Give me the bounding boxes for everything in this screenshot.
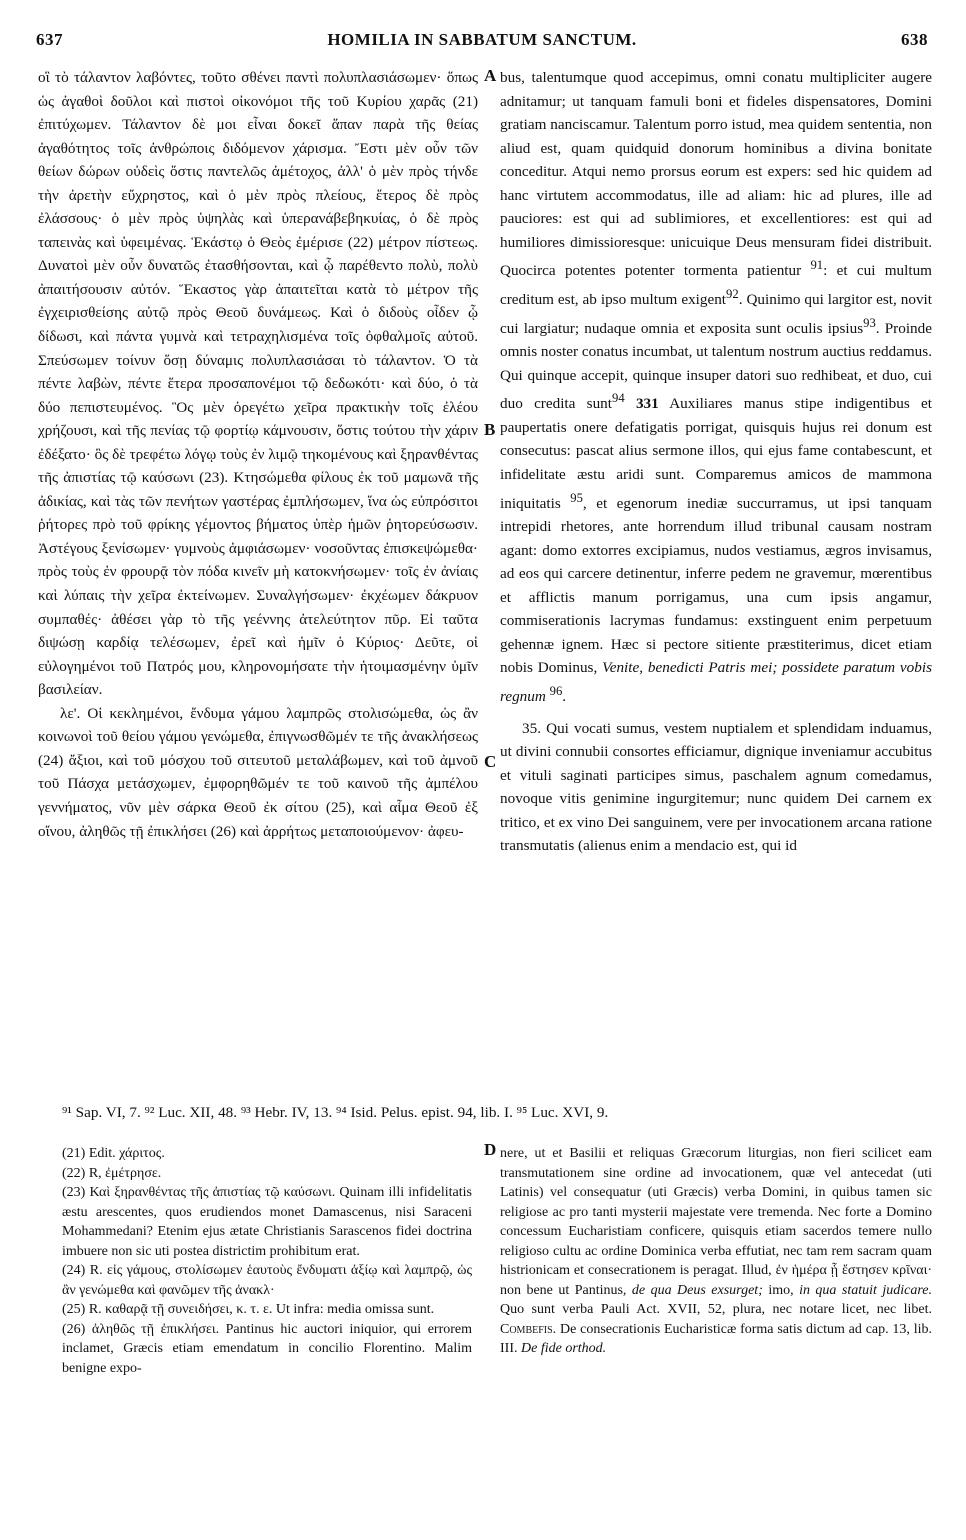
latin-paragraph-1: bus, talentumque quod accepimus, omni conatu multipliciter augere adnitamur; ut tanquam famuli boni et fideles dispensatores, Domini gratiam nanciscamur. Talentum porro istud, mea quidem sententia, non aliud est, quam quidquid donorum hominibus a divina bonitate conceditur. Atqui nemo prorsus eorum est expers: sed hic quidem ad hanc virtutem accommodatus, ille ad aliam: hic ad plures, ille ad pauciores: est qui ad sublimiores, et excellentiores: est qui ad humiliores dimissioresque: unicuique Deus mensuram fidei distribuit. Quocirca potentes potenter tormenta patientur $^{91}$: et cui multum creditum est, ab ipso multum exigent$^{92}$. Quinimo qui largitor est, novit cui largiatur; nudaque omnia et exposita sunt oculis ipsius$^{93}$. Proinde omnis noster conatus incumbat, ut talentum nostrum auctius reddamus. Qui quinque accepit, quinque insuper datori suo redhibeat, et duo, cui duo credita sunt$^{94}$ 331 Auxiliares manus stipe indigentibus et paupertatis onere defatigatis porrigat, quisquis hujus rei donum est consecutus: pascat alius sermone illos, qui ejus fame contabescunt, et infidelitate æstu aridi sunt. Comparemus amicos de mammona iniquitatis $^{95}$, et egenorum inediæ succurramus, ut ipsi tanquam intrepidi rhetores, ante horrendum illud tribunal causam nostram agant: domo extorres excipiamus, nudos vestiamus, ægros invisamus, ad eos qui carcere detinentur, inferre pedem ne gravemur, mœrentibus et afflictis manum porrigamus, una cum ipsis angamur, commiserationis lacrymas fundamus: exstinguent enim perpetuum gehennæ ignem. Hæc si pectore sitiente præstiterimus, dicet etiam nobis Dominus, Venite, benedicti Patris mei; possidete paratum vobis regnum $^{96}$. [500, 69, 932, 706]
footnote-marker: 91 [810, 258, 824, 273]
note-text: De consecrationis Eucharisticæ forma satis dictum ad cap. 13, lib. III. [500, 1321, 932, 1356]
running-title: HOMILIA IN SABBATUM SANCTUM. [327, 30, 637, 49]
page-number-left: 637 [36, 30, 63, 49]
greek-column [38, 66, 478, 843]
scripture-references: ⁹¹ Sap. VI, 7. ⁹² Luc. XII, 48. ⁹³ Hebr. IV, 13. ⁹⁴ Isid. Pelus. epist. 94, lib. I. ⁹⁵ Luc. XVI, 9. [62, 1104, 609, 1121]
footnotes-right [500, 1144, 932, 1359]
section-letter-b: B [484, 420, 496, 439]
footnote: (24) R. εἰς γάμους, στολίσωμεν ἑαυτοὺς ἔνδυματι ἀξίῳ καὶ λαμπρῷ, ὡς ἂν γενώμεθα καὶ φανῶμεν τῆς ἀνακλ· [62, 1263, 472, 1298]
footnote-marker: 96 [549, 683, 563, 698]
section-letter-a: A [484, 66, 497, 85]
latin-text: . Quinimo qui largitor est, novit cui largiatur; nudaque omnia et exposita sunt oculis ipsius [500, 291, 932, 337]
note-italic: in qua statuit judicare. [799, 1282, 933, 1298]
section-letter-d: D [484, 1140, 497, 1159]
footnote-marker: 94 [612, 391, 625, 406]
note-italic: de qua Deus exsurget; [631, 1282, 763, 1298]
footnote: (23) Καὶ ξηρανθέντας τῆς ἀπιστίας τῷ καύσωνι. Quinam illi infidelitatis æstu arescentes, quos erudiendos monet Damascenus, nisi Saraceni Mohammedani? Etenim ejus ætate Christianis Sarascenos fidei doctrina imbuere non sic uti postea districtim prohibitum erat. [62, 1185, 472, 1259]
greek-paragraph-2: λε'. Οἱ κεκλημένοι, ἔνδυμα γάμου λαμπρῶς στολισώμεθα, ὡς ἂν κοινωνοὶ τοῦ θείου γάμου γενώμεθα, ἐπιγνωσθῶμέν τε τῆς ἀνακλήσεως (24) ἄξιοι, καὶ τοῦ μόσχου τοῦ σιτευτοῦ μεταλάβωμεν, καὶ τοῦ ἀμνοῦ τοῦ Πάσχα μετάσχωμεν, ἐμφορηθῶμέν τε τοῦ καινοῦ τῆς ἀμπέλου γεννήματος, νῦν μὲν σάρκα Θεοῦ ἐκ σίτου (25), καὶ αἷμα Θεοῦ ἐξ οἴνου, ἀληθῶς τῇ ἐπικλήσει (26) καὶ ἀρρήτως μεταποιούμενον· ἀφευ- [38, 704, 478, 840]
footnote-marker: 95 [570, 490, 583, 505]
footnote-continuation [500, 1144, 932, 1359]
footnote: (26) ἀληθῶς τῇ ἐπικλήσει. Pantinus hic auctori iniquior, qui errorem inclamet, Græcis etiam emendatum in concilio Florentino. Malim benigne expo- [62, 1321, 472, 1376]
note-italic: De fide orthod. [521, 1341, 607, 1356]
page-number-right: 638 [901, 30, 928, 49]
note-text: imo, [768, 1282, 794, 1298]
latin-column [500, 66, 932, 858]
latin-paragraph-2: 35. Qui vocati sumus, vestem nuptialem et splendidam induamus, ut divini connubii consortes efficiamur, dignique inveniamur accubitus et vituli saginati participes simus, paschalem agnum comedamus, novoque vitis genimine ingurgitemur; nunc quidem Dei carnem ex tritico, et ex vino Dei sanguinem, vere per invocationem arcana ratione transmutatis (alienus enim a mendacio est, qui id [500, 719, 932, 855]
latin-text: : et cui multum creditum est, ab ipso multum exigent [500, 262, 932, 309]
note-text: Quo sunt verba Pauli Act. XVII, 52, plura, nec notare licet, nec libet. [500, 1302, 932, 1317]
latin-quotation: Venite, benedicti Patris mei; possidete paratum vobis regnum [500, 659, 932, 706]
footnote: (21) Edit. χάριτος. [62, 1146, 165, 1161]
note-author: Combefis. [500, 1321, 557, 1337]
section-letter-c: C [484, 752, 497, 771]
footnote-marker: 92 [726, 286, 739, 301]
margin-column-number: 331 [635, 395, 659, 413]
footnote: (25) R. καθαρᾷ τῇ συνειδήσει, κ. τ. ε. Ut infra: media omissa sunt. [62, 1302, 435, 1317]
footnote-marker: 93 [863, 315, 876, 330]
footnote: (22) R, ἐμέτρησε. [62, 1165, 162, 1181]
latin-text: , et egenorum inediæ succurramus, ut ipsi tanquam intrepidi rhetores, ante horrendum illud tribunal causam nostram agant: domo extorres excipiamus, nudos vestiamus, ægros invisamus, ad eos qui carcere detinentur, inferre pedem ne gravemur, mœrentibus et afflictis manum porrigamus, una cum ipsis angamur, commiserationis lacrymas fundamus: exstinguent enim perpetuum gehennæ ignem. Hæc si pectore sitiente præstiterimus, dicet etiam nobis Dominus, [500, 494, 932, 677]
greek-paragraph-1: οἳ τὸ τάλαντον λαβόντες, τοῦτο σθένει παντὶ πολυπλασιάσωμεν· ὅπως ὡς ἀγαθοὶ δοῦλοι καὶ πιστοὶ οἰκονόμοι τῆς τοῦ Κυρίου χαρᾶς (21) ἐπιτύχωμεν. Τάλαντον δὲ μοι εἶναι δοκεῖ ἅπαν παρὰ τῆς θείας ἀγαθότητος τοῖς ἀνθρώποις διδόμενον χάρισμα. Ἔστι μὲν οὖν τῶν θείων δώρων οὐδεὶς ὅστις παντελῶς ἀμέτοχος, ἀλλ' ὁ μὲν πρὸς τήνδε τὴν ἀρετὴν εὔχρηστος, καὶ ὁ μὲν πρὸς πλείους, ἕτερος δὲ πρὸς ἐλάσσους· ὁ μὲν πρὸς ὑψηλὰς καὶ ὑπερανάβεβηκυίας, ὁ δὲ πρὸς ταπεινὰς καὶ ὑφειμένας. Ἑκάστῳ ὁ Θεὸς ἐμέρισε (22) μέτρον πίστεως. Δυνατοὶ μὲν οὖν δυνατῶς ἐτασθήσονται, καὶ ᾧ παρέθεντο πολὺ, πολὺ ἀπαιτήσουσιν αὐτόν. Ἕκαστος γὰρ ἀπαιτεῖται κατὰ τὸ μέτρον τῆς ἐγχειρισθείσης αὐτῷ πρὸς Θεοῦ δυνάμεως. Καὶ ὁ διδοὺς οἶδεν ᾧ δίδωσι, καὶ πάντα γυμνὰ καὶ τετραχηλισμένα τοῖς ὀφθαλμοῖς αὐτοῦ. Σπεύσωμεν τοίνυν ὅσῃ δύναμις πολυπλασιάσαι τὸ τάλαντον. Ὁ τὰ πέντε λαβὼν, πέντε ἕτερα προσαπονέμοι τῷ δεδωκότι· καὶ δύο, ὁ τὰ δύο πεπιστευμένος. Ὃς μὲν ὀρεγέτω χεῖρα πρακτικὴν τοῖς ἐλέου χρήζουσι, καὶ τῆς πενίας τῷ φορτίῳ κάμνουσιν, ὅστις τούτου τὴν χάριν ἐδέξατο· ὃς δὲ τρεφέτω λόγῳ τοὺς ἐν λιμῷ τηκομένους καὶ ξηρανθέντας τῆς ἀπιστίας τῷ καύσωνι (23). Κτησώμεθα φίλους ἐκ τοῦ μαμωνᾶ τῆς ἀδικίας, καὶ τὰς τῶν πενήτων γαστέρας ἐμπλήσωμεν, ἵνα ὡς εὐπρόσιτοι ῥήτορες πρὸ τοῦ φρίκης γέμοντος βήματος ὑπὲρ ἡμῶν ῥητορεύσωσιν. Ἀστέγους ξενίσωμεν· γυμνοὺς ἀμφιάσωμεν· νοσοῦντας ἐπισκεψώμεθα· πρὸς τοὺς ἐν φρουρᾷ τὸν πόδα κινεῖν μὴ κατοκνήσωμεν· τοῖς ἐν ἀνίαις καὶ λύπαις τὴν χεῖρα ἐκτείνωμεν. Συναλγήσωμεν· ἐκχέωμεν δάκρυον συμπαθές· ἀθέσει γὰρ τὸ τῆς γεέννης ἀτελεύτητον πῦρ. Εἰ ταῦτα διψώσῃ καρδίᾳ τελέσωμεν, ἐρεῖ καὶ ἡμῖν ὁ Κύριος· Δεῦτε, οἱ εὐλογημένοι τοῦ Πατρός μου, κληρονομήσατε τὴν ἡτοιμασμένην ὑμῖν βασιλείαν. [38, 69, 478, 699]
footnotes-left [62, 1144, 472, 1378]
latin-text: bus, talentumque quod accepimus, omni conatu multipliciter augere adnitamur; ut tanquam famuli boni et fideles dispensatores, Domini gratiam nanciscamur. Talentum porro istud, mea quidem sententia, non aliud est, quam quidquid donorum hominibus a divina bonitate conceditur. Atqui nemo prorsus eorum est expers: sed hic quidem ad hanc virtutem accommodatus, ille ad aliam: hic ad plures, ille ad pauciores: est qui ad sublimiores, et excellentiores: est qui ad humiliores dimissioresque: unicuique Deus mensuram fidei distribuit. Quocirca potentes potenter tormenta patientur [500, 69, 932, 280]
latin-text: . Proinde omnis noster conatus incumbat, ut talentum nostrum auctius reddamus. Qui quinque accepit, quinque insuper datori suo redhibeat, et duo, cui duo credita sunt [500, 319, 932, 413]
note-text: nere, ut et Basilii et reliquas Græcorum liturgias, non fieri scilicet eam transmutationem sine ordine ad invocationem, quæ vel antecedat (uti Latinis) vel consequatur (uti Græcis) verba Domini, in quibus tamen sic religiose ac pro tanti mysterii majestate vere tremenda. Nec forte a Domino concessum Eucharistiam conficere, quisquis etiam sacerdos temere nullo religioso cultu ac ordine Dominica verba effutiat, nec tam rem sacram quam histrionicam et consecrationem is peragat. Illud, ἐν ἡμέρα ᾗ ἔστησεν κρῖναι· non bene ut Pantinus, [500, 1146, 932, 1298]
latin-text: Auxiliares manus stipe indigentibus et paupertatis onere defatigatis porrigat, quisquis hujus rei donum est consecutus: pascat alius sermone illos, qui ejus fame contabescunt, et infidelitate æstu aridi sunt. Comparemus amicos de mammona iniquitatis [500, 395, 932, 512]
running-header [36, 30, 928, 56]
